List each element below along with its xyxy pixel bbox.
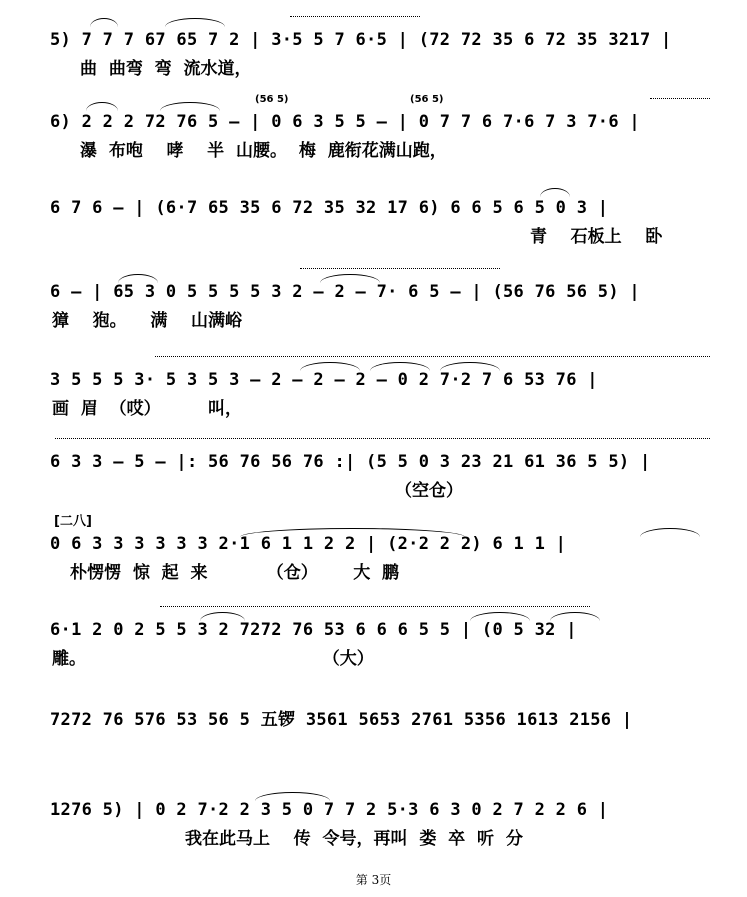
notation-line: 6·1 2 0 2 5 5 3 2 7272 76 53 6 6 6 5 5 | (0 5 32 | — [50, 620, 577, 640]
lyric-line: 雕。 （大） — [52, 649, 374, 669]
notation-line: 0 6 3 3 3 3 3 3 2·1 6 1 1 2 2 | (2·2 2 2) 6 1 1 | — [50, 534, 567, 554]
score-system — [0, 178, 747, 258]
lyric-line: 獐 狍。 满 山满峪 — [52, 311, 243, 331]
annotation: (56 5) — [255, 94, 289, 105]
lyric-line: （空仓） — [395, 481, 463, 501]
dotted-line — [55, 438, 710, 439]
score-system — [0, 690, 747, 770]
lyric-line: 我在此马上 传 令号，再叫 娄 卒 听 分 — [185, 829, 523, 849]
lyric-line: 曲 曲弯 弯 流水道， — [80, 59, 252, 79]
dotted-line — [290, 16, 420, 17]
score-system — [0, 780, 747, 860]
annotation: (56 5) — [410, 94, 444, 105]
section-label: [二八] — [54, 514, 92, 529]
slur — [90, 18, 118, 27]
dotted-line — [650, 98, 710, 99]
page-number: 第 3页 — [355, 873, 392, 887]
score-system — [0, 514, 747, 594]
score-system — [0, 92, 747, 172]
notation-line: 3 5 5 5 3· 5 3 5 3 – 2 – 2 – 2 – 0 2 7·2 7 6 53 76 | — [50, 370, 598, 390]
lyric-line: 画 眉 （哎） 叫， — [52, 399, 243, 419]
lyric-line: 瀑 布咆 哮 半 山腰。 梅 鹿衔花满山跑， — [80, 141, 447, 161]
score-system — [0, 262, 747, 342]
notation-line: 1276 5) | 0 2 7·2 2 3 5 0 7 7 2 5·3 6 3 0 2 7 2 2 6 | — [50, 800, 609, 820]
notation-line: 7272 76 576 53 56 5 五锣 3561 5653 2761 5356 1613 2156 | — [50, 710, 633, 730]
dotted-line — [160, 606, 590, 607]
notation-line: 6) 2 2 2 72 76 5 – | 0 6 3 5 5 – | 0 7 7 6 7·6 7 3 7·6 | — [50, 112, 640, 132]
slur — [165, 18, 225, 27]
notation-line: 5) 7 7 7 67 65 7 2 | 3·5 5 7 6·5 | (72 72 35 6 72 35 3217 | — [50, 30, 672, 50]
dotted-line — [155, 356, 710, 357]
notation-line: 6 3 3 – 5 – |: 56 76 56 76 :| (5 5 0 3 23 21 61 36 5 5) | — [50, 452, 651, 472]
dotted-line — [300, 268, 500, 269]
score-system — [0, 600, 747, 680]
notation-line: 6 – | 65 3 0 5 5 5 5 3 2 – 2 – 7· 6 5 – | (56 76 56 5) | — [50, 282, 640, 302]
notation-line: 6 7 6 – | (6·7 65 35 6 72 35 32 17 6) 6 6 5 6 5 0 3 | — [50, 198, 609, 218]
score-system — [0, 10, 747, 90]
score-system — [0, 350, 747, 430]
lyric-line: 朴愣愣 惊 起 来 （仓） 大 鹏 — [70, 563, 400, 583]
lyric-line: 青 石板上 卧 — [530, 227, 663, 247]
score-system — [0, 432, 747, 512]
